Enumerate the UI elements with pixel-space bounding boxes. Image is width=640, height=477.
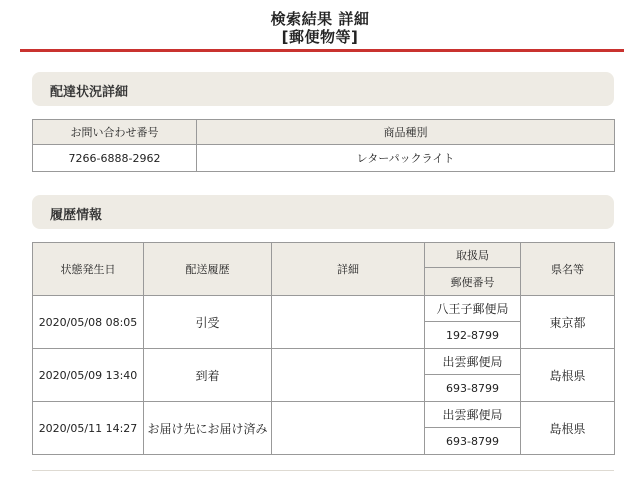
header-divider [20,49,624,52]
history-date: 2020/05/09 13:40 [33,349,144,402]
column-header-status: 配送履歴 [144,243,272,296]
history-office: 出雲郵便局 [425,402,521,428]
page-title: 検索結果 詳細 [270,10,370,28]
history-detail [272,402,425,455]
page-header [0,0,640,54]
history-section-heading [32,195,614,229]
column-header-office: 取扱局 [425,243,521,268]
column-header-tracking-number: お問い合わせ番号 [33,120,197,145]
history-postal-code: 693-8799 [425,428,521,455]
delivery-status-heading-label: 配達状況詳細 [50,85,129,100]
history-prefecture: 東京都 [521,296,615,349]
delivery-status-table [32,119,615,172]
column-header-prefecture: 県名等 [521,243,615,296]
delivery-status-section-heading [32,72,614,106]
table-header-row [33,243,615,268]
history-status: 到着 [144,349,272,402]
history-table [32,242,615,455]
history-date: 2020/05/11 14:27 [33,402,144,455]
table-header-row [33,120,615,145]
column-header-postal-code: 郵便番号 [425,268,521,296]
history-status: 引受 [144,296,272,349]
table-row [33,349,615,375]
history-office: 出雲郵便局 [425,349,521,375]
history-postal-code: 693-8799 [425,375,521,402]
history-office: 八王子郵便局 [425,296,521,322]
table-row [33,296,615,322]
page-subtitle: [郵便物等] [281,28,359,46]
history-detail [272,349,425,402]
history-date: 2020/05/08 08:05 [33,296,144,349]
column-header-product-type: 商品種別 [197,120,615,145]
product-type: レターパックライト [197,145,615,172]
history-postal-code: 192-8799 [425,322,521,349]
tracking-number: 7266-6888-2962 [33,145,197,172]
column-header-date: 状態発生日 [33,243,144,296]
history-detail [272,296,425,349]
history-prefecture: 島根県 [521,349,615,402]
table-row [33,145,615,172]
history-prefecture: 島根県 [521,402,615,455]
table-row [33,402,615,428]
column-header-detail: 詳細 [272,243,425,296]
bottom-divider [32,470,614,471]
history-status: お届け先にお届け済み [144,402,272,455]
history-heading-label: 履歴情報 [50,208,103,223]
